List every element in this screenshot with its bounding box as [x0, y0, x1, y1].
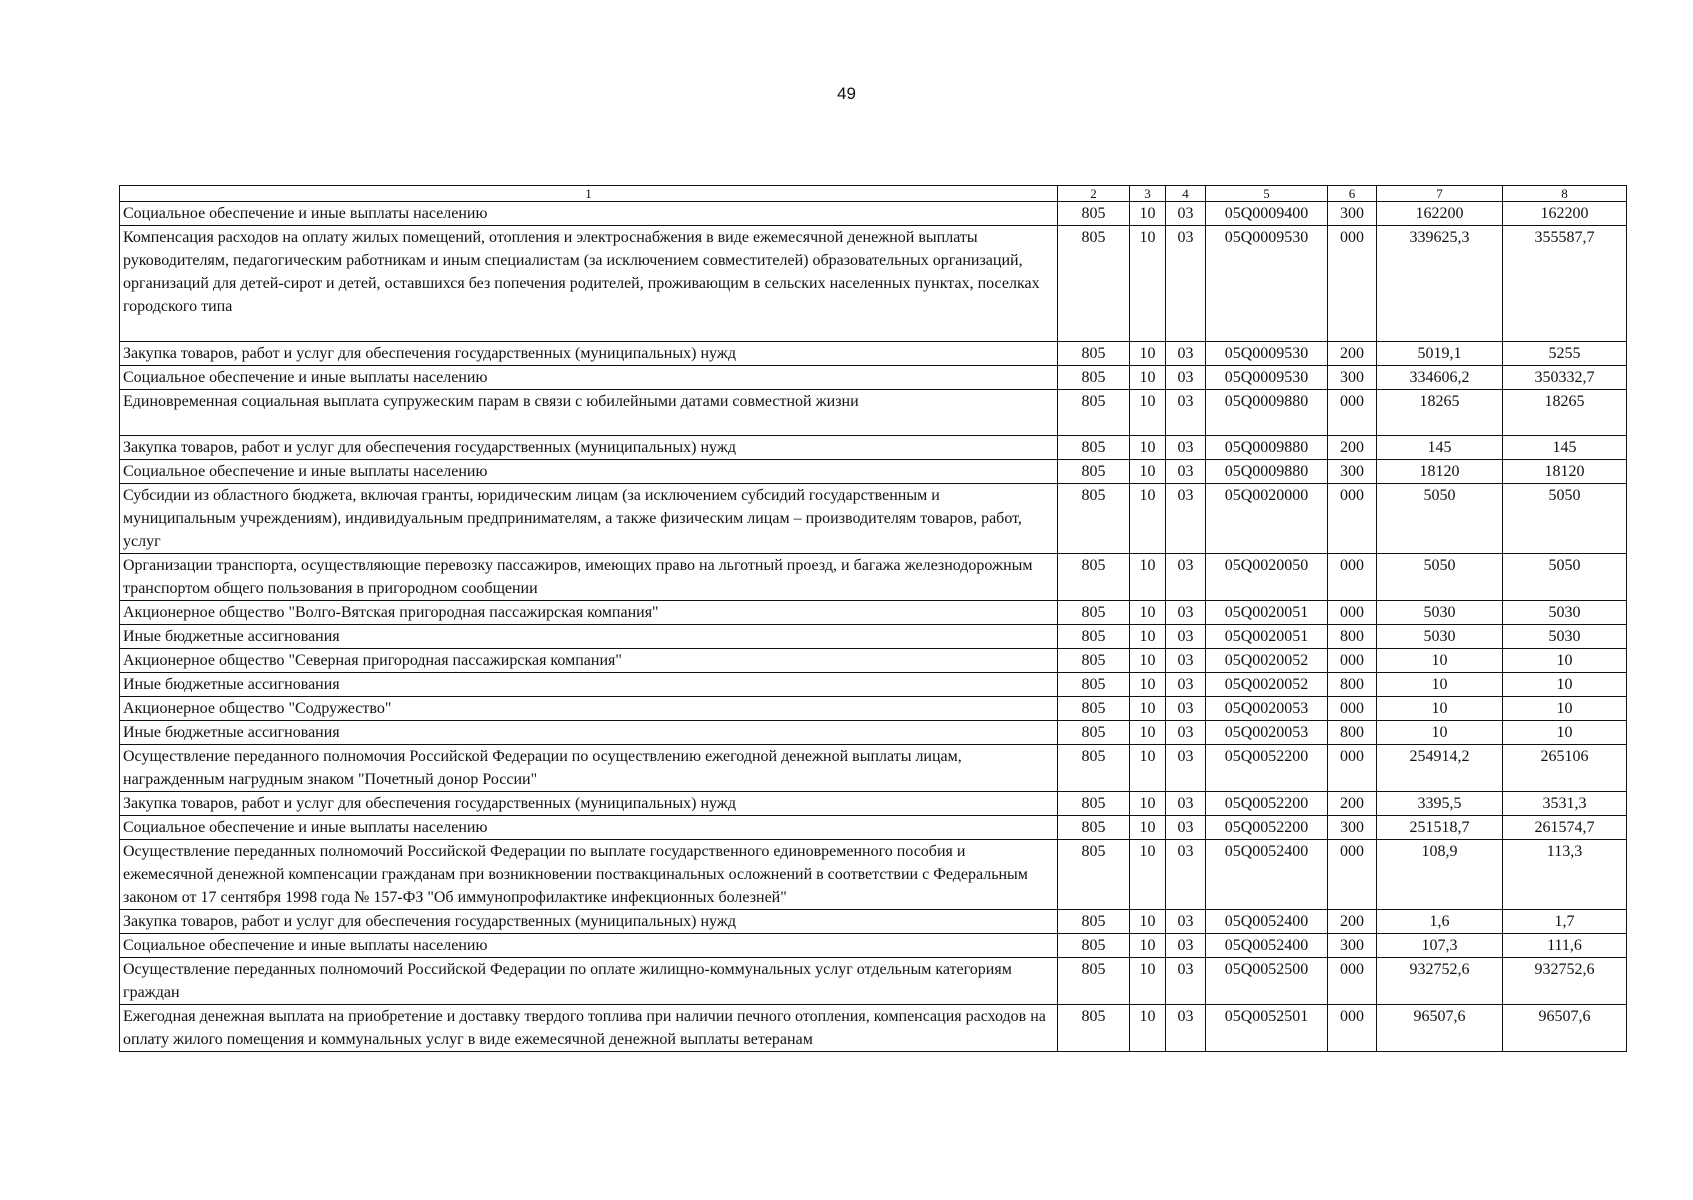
admin-code-cell: 805	[1058, 697, 1130, 721]
target-article-cell: 05Q0009880	[1206, 436, 1328, 460]
target-article-cell: 05Q0052200	[1206, 745, 1328, 792]
admin-code-cell: 805	[1058, 601, 1130, 625]
amount-year2-cell: 5030	[1503, 601, 1627, 625]
subsection-cell: 03	[1166, 436, 1206, 460]
subsection-cell: 03	[1166, 484, 1206, 554]
amount-year1-cell: 5030	[1377, 601, 1503, 625]
subsection-cell: 03	[1166, 792, 1206, 816]
section-cell: 10	[1130, 649, 1166, 673]
row-name-cell: Осуществление переданных полномочий Российской Федерации по оплате жилищно-коммунальных услуг отдельным категориям граждан	[120, 958, 1058, 1005]
expense-type-cell: 200	[1328, 436, 1377, 460]
section-cell: 10	[1130, 436, 1166, 460]
column-header-2: 2	[1058, 186, 1130, 202]
row-name-cell: Закупка товаров, работ и услуг для обеспечения государственных (муниципальных) нужд	[120, 910, 1058, 934]
table-row	[120, 390, 1627, 436]
admin-code-cell: 805	[1058, 673, 1130, 697]
section-cell: 10	[1130, 460, 1166, 484]
amount-year1-cell: 339625,3	[1377, 226, 1503, 342]
target-article-cell: 05Q0052400	[1206, 840, 1328, 910]
row-name-cell: Социальное обеспечение и иные выплаты населению	[120, 366, 1058, 390]
row-name-cell: Ежегодная денежная выплата на приобретение и доставку твердого топлива при наличии печного отопления, компенсация расходов на оплату жилого помещения и коммунальных услуг в виде ежемесячной денежной выплаты ветеранам	[120, 1005, 1058, 1052]
target-article-cell: 05Q0020053	[1206, 721, 1328, 745]
table-row	[120, 910, 1627, 934]
amount-year1-cell: 18120	[1377, 460, 1503, 484]
target-article-cell: 05Q0052200	[1206, 792, 1328, 816]
expense-type-cell: 000	[1328, 697, 1377, 721]
subsection-cell: 03	[1166, 934, 1206, 958]
subsection-cell: 03	[1166, 554, 1206, 601]
table-row	[120, 202, 1627, 226]
target-article-cell: 05Q0009880	[1206, 460, 1328, 484]
target-article-cell: 05Q0009530	[1206, 366, 1328, 390]
section-cell: 10	[1130, 910, 1166, 934]
subsection-cell: 03	[1166, 366, 1206, 390]
target-article-cell: 05Q0020051	[1206, 601, 1328, 625]
section-cell: 10	[1130, 484, 1166, 554]
table-row	[120, 554, 1627, 601]
row-name-cell: Акционерное общество "Волго-Вятская пригородная пассажирская компания"	[120, 601, 1058, 625]
row-name-cell: Акционерное общество "Содружество"	[120, 697, 1058, 721]
admin-code-cell: 805	[1058, 721, 1130, 745]
table-row	[120, 625, 1627, 649]
subsection-cell: 03	[1166, 816, 1206, 840]
subsection-cell: 03	[1166, 625, 1206, 649]
table-row	[120, 840, 1627, 910]
amount-year2-cell: 932752,6	[1503, 958, 1627, 1005]
table-row	[120, 436, 1627, 460]
amount-year2-cell: 261574,7	[1503, 816, 1627, 840]
row-name-cell: Организации транспорта, осуществляющие перевозку пассажиров, имеющих право на льготный проезд, и багажа железнодорожным транспортом общего пользования в пригородном сообщении	[120, 554, 1058, 601]
expense-type-cell: 000	[1328, 1005, 1377, 1052]
expense-type-cell: 200	[1328, 910, 1377, 934]
amount-year2-cell: 111,6	[1503, 934, 1627, 958]
amount-year1-cell: 334606,2	[1377, 366, 1503, 390]
row-name-cell: Иные бюджетные ассигнования	[120, 673, 1058, 697]
subsection-cell: 03	[1166, 1005, 1206, 1052]
target-article-cell: 05Q0052200	[1206, 816, 1328, 840]
expense-type-cell: 800	[1328, 721, 1377, 745]
target-article-cell: 05Q0020052	[1206, 649, 1328, 673]
amount-year1-cell: 108,9	[1377, 840, 1503, 910]
expense-type-cell: 800	[1328, 625, 1377, 649]
target-article-cell: 05Q0020051	[1206, 625, 1328, 649]
row-name-cell: Иные бюджетные ассигнования	[120, 721, 1058, 745]
target-article-cell: 05Q0009530	[1206, 226, 1328, 342]
section-cell: 10	[1130, 601, 1166, 625]
expense-type-cell: 300	[1328, 366, 1377, 390]
amount-year1-cell: 10	[1377, 673, 1503, 697]
amount-year1-cell: 1,6	[1377, 910, 1503, 934]
row-name-cell: Иные бюджетные ассигнования	[120, 625, 1058, 649]
amount-year1-cell: 251518,7	[1377, 816, 1503, 840]
expense-type-cell: 200	[1328, 342, 1377, 366]
amount-year1-cell: 10	[1377, 721, 1503, 745]
amount-year2-cell: 145	[1503, 436, 1627, 460]
section-cell: 10	[1130, 202, 1166, 226]
table-body	[120, 202, 1627, 1052]
table-row	[120, 601, 1627, 625]
row-name-cell: Закупка товаров, работ и услуг для обеспечения государственных (муниципальных) нужд	[120, 342, 1058, 366]
amount-year1-cell: 145	[1377, 436, 1503, 460]
target-article-cell: 05Q0009880	[1206, 390, 1328, 436]
amount-year2-cell: 18120	[1503, 460, 1627, 484]
section-cell: 10	[1130, 697, 1166, 721]
header-row	[120, 186, 1627, 202]
column-header-6: 6	[1328, 186, 1377, 202]
target-article-cell: 05Q0020053	[1206, 697, 1328, 721]
table-row	[120, 721, 1627, 745]
amount-year2-cell: 162200	[1503, 202, 1627, 226]
admin-code-cell: 805	[1058, 202, 1130, 226]
section-cell: 10	[1130, 390, 1166, 436]
subsection-cell: 03	[1166, 226, 1206, 342]
amount-year1-cell: 18265	[1377, 390, 1503, 436]
expense-type-cell: 300	[1328, 202, 1377, 226]
column-header-5: 5	[1206, 186, 1328, 202]
target-article-cell: 05Q0020000	[1206, 484, 1328, 554]
expense-type-cell: 200	[1328, 792, 1377, 816]
section-cell: 10	[1130, 342, 1166, 366]
amount-year2-cell: 5050	[1503, 554, 1627, 601]
table-row	[120, 958, 1627, 1005]
table-row	[120, 745, 1627, 792]
column-header-8: 8	[1503, 186, 1627, 202]
table-row	[120, 1005, 1627, 1052]
table-row	[120, 484, 1627, 554]
table-row	[120, 226, 1627, 342]
table-row	[120, 934, 1627, 958]
amount-year2-cell: 1,7	[1503, 910, 1627, 934]
row-name-cell: Закупка товаров, работ и услуг для обеспечения государственных (муниципальных) нужд	[120, 792, 1058, 816]
expense-type-cell: 300	[1328, 816, 1377, 840]
expense-type-cell: 000	[1328, 601, 1377, 625]
column-header-4: 4	[1166, 186, 1206, 202]
admin-code-cell: 805	[1058, 436, 1130, 460]
subsection-cell: 03	[1166, 460, 1206, 484]
target-article-cell: 05Q0009400	[1206, 202, 1328, 226]
admin-code-cell: 805	[1058, 460, 1130, 484]
amount-year2-cell: 10	[1503, 697, 1627, 721]
admin-code-cell: 805	[1058, 625, 1130, 649]
amount-year2-cell: 355587,7	[1503, 226, 1627, 342]
section-cell: 10	[1130, 934, 1166, 958]
row-name-cell: Акционерное общество "Северная пригородная пассажирская компания"	[120, 649, 1058, 673]
column-header-7: 7	[1377, 186, 1503, 202]
amount-year1-cell: 10	[1377, 649, 1503, 673]
table-row	[120, 792, 1627, 816]
admin-code-cell: 805	[1058, 910, 1130, 934]
expense-type-cell: 800	[1328, 673, 1377, 697]
admin-code-cell: 805	[1058, 934, 1130, 958]
subsection-cell: 03	[1166, 697, 1206, 721]
table-row	[120, 649, 1627, 673]
target-article-cell: 05Q0052400	[1206, 910, 1328, 934]
admin-code-cell: 805	[1058, 366, 1130, 390]
row-name-cell: Социальное обеспечение и иные выплаты населению	[120, 934, 1058, 958]
row-name-cell: Социальное обеспечение и иные выплаты населению	[120, 202, 1058, 226]
amount-year1-cell: 5019,1	[1377, 342, 1503, 366]
admin-code-cell: 805	[1058, 958, 1130, 1005]
target-article-cell: 05Q0052400	[1206, 934, 1328, 958]
amount-year2-cell: 350332,7	[1503, 366, 1627, 390]
row-name-cell: Закупка товаров, работ и услуг для обеспечения государственных (муниципальных) нужд	[120, 436, 1058, 460]
table-row	[120, 816, 1627, 840]
table-row	[120, 673, 1627, 697]
target-article-cell: 05Q0020050	[1206, 554, 1328, 601]
target-article-cell: 05Q0052500	[1206, 958, 1328, 1005]
section-cell: 10	[1130, 721, 1166, 745]
expense-type-cell: 000	[1328, 649, 1377, 673]
amount-year1-cell: 3395,5	[1377, 792, 1503, 816]
admin-code-cell: 805	[1058, 840, 1130, 910]
target-article-cell: 05Q0052501	[1206, 1005, 1328, 1052]
section-cell: 10	[1130, 745, 1166, 792]
amount-year1-cell: 5050	[1377, 484, 1503, 554]
expense-type-cell: 000	[1328, 484, 1377, 554]
expense-type-cell: 000	[1328, 226, 1377, 342]
amount-year2-cell: 5255	[1503, 342, 1627, 366]
amount-year1-cell: 107,3	[1377, 934, 1503, 958]
section-cell: 10	[1130, 958, 1166, 1005]
subsection-cell: 03	[1166, 910, 1206, 934]
subsection-cell: 03	[1166, 390, 1206, 436]
amount-year1-cell: 162200	[1377, 202, 1503, 226]
table-row	[120, 366, 1627, 390]
amount-year2-cell: 113,3	[1503, 840, 1627, 910]
admin-code-cell: 805	[1058, 226, 1130, 342]
amount-year2-cell: 265106	[1503, 745, 1627, 792]
section-cell: 10	[1130, 554, 1166, 601]
target-article-cell: 05Q0020052	[1206, 673, 1328, 697]
expense-type-cell: 000	[1328, 745, 1377, 792]
section-cell: 10	[1130, 673, 1166, 697]
admin-code-cell: 805	[1058, 554, 1130, 601]
section-cell: 10	[1130, 1005, 1166, 1052]
amount-year1-cell: 5050	[1377, 554, 1503, 601]
page-number: 49	[837, 84, 856, 103]
section-cell: 10	[1130, 226, 1166, 342]
expense-type-cell: 300	[1328, 460, 1377, 484]
subsection-cell: 03	[1166, 840, 1206, 910]
amount-year2-cell: 5050	[1503, 484, 1627, 554]
amount-year2-cell: 18265	[1503, 390, 1627, 436]
subsection-cell: 03	[1166, 342, 1206, 366]
subsection-cell: 03	[1166, 673, 1206, 697]
amount-year1-cell: 5030	[1377, 625, 1503, 649]
target-article-cell: 05Q0009530	[1206, 342, 1328, 366]
admin-code-cell: 805	[1058, 1005, 1130, 1052]
table-row	[120, 342, 1627, 366]
subsection-cell: 03	[1166, 721, 1206, 745]
admin-code-cell: 805	[1058, 484, 1130, 554]
row-name-cell: Субсидии из областного бюджета, включая гранты, юридическим лицам (за исключением субсидий государственным и муниципальным учреждениям), индивидуальным предпринимателям, а также физическим лицам – производителям товаров, работ, услуг	[120, 484, 1058, 554]
subsection-cell: 03	[1166, 202, 1206, 226]
amount-year2-cell: 10	[1503, 673, 1627, 697]
admin-code-cell: 805	[1058, 792, 1130, 816]
admin-code-cell: 805	[1058, 816, 1130, 840]
subsection-cell: 03	[1166, 649, 1206, 673]
row-name-cell: Осуществление переданных полномочий Российской Федерации по выплате государственного единовременного пособия и ежемесячной денежной компенсации гражданам при возникновении поствакцинальных осложнений в соответствии с Федеральным законом от 17 сентября 1998 года № 157-ФЗ "Об иммунопрофилактике инфекционных болезней"	[120, 840, 1058, 910]
section-cell: 10	[1130, 816, 1166, 840]
expense-type-cell: 000	[1328, 390, 1377, 436]
expense-type-cell: 000	[1328, 554, 1377, 601]
amount-year1-cell: 254914,2	[1377, 745, 1503, 792]
row-name-cell: Социальное обеспечение и иные выплаты населению	[120, 816, 1058, 840]
row-name-cell: Компенсация расходов на оплату жилых помещений, отопления и электроснабжения в виде ежемесячной денежной выплаты руководителям, педагогическим работникам и иным специалистам (за исключением совместителей) образовательных организаций, организаций для детей-сирот и детей, оставшихся без попечения родителей, проживающим в сельских населенных пунктах, поселках городского типа	[120, 226, 1058, 342]
subsection-cell: 03	[1166, 601, 1206, 625]
section-cell: 10	[1130, 792, 1166, 816]
column-header-3: 3	[1130, 186, 1166, 202]
row-name-cell: Единовременная социальная выплата супружеским парам в связи с юбилейными датами совместной жизни	[120, 390, 1058, 436]
amount-year2-cell: 10	[1503, 649, 1627, 673]
amount-year2-cell: 10	[1503, 721, 1627, 745]
subsection-cell: 03	[1166, 745, 1206, 792]
column-header-1: 1	[120, 186, 1058, 202]
budget-table	[119, 185, 1627, 1052]
admin-code-cell: 805	[1058, 390, 1130, 436]
amount-year1-cell: 10	[1377, 697, 1503, 721]
expense-type-cell: 300	[1328, 934, 1377, 958]
expense-type-cell: 000	[1328, 840, 1377, 910]
row-name-cell: Социальное обеспечение и иные выплаты населению	[120, 460, 1058, 484]
section-cell: 10	[1130, 625, 1166, 649]
table-header	[120, 186, 1627, 202]
subsection-cell: 03	[1166, 958, 1206, 1005]
amount-year2-cell: 5030	[1503, 625, 1627, 649]
section-cell: 10	[1130, 366, 1166, 390]
amount-year1-cell: 932752,6	[1377, 958, 1503, 1005]
admin-code-cell: 805	[1058, 649, 1130, 673]
table-row	[120, 460, 1627, 484]
amount-year2-cell: 96507,6	[1503, 1005, 1627, 1052]
row-name-cell: Осуществление переданного полномочия Российской Федерации по осуществлению ежегодной денежной выплаты лицам, награжденным нагрудным знаком "Почетный донор России"	[120, 745, 1058, 792]
admin-code-cell: 805	[1058, 342, 1130, 366]
expense-type-cell: 000	[1328, 958, 1377, 1005]
table-row	[120, 697, 1627, 721]
section-cell: 10	[1130, 840, 1166, 910]
amount-year2-cell: 3531,3	[1503, 792, 1627, 816]
amount-year1-cell: 96507,6	[1377, 1005, 1503, 1052]
admin-code-cell: 805	[1058, 745, 1130, 792]
